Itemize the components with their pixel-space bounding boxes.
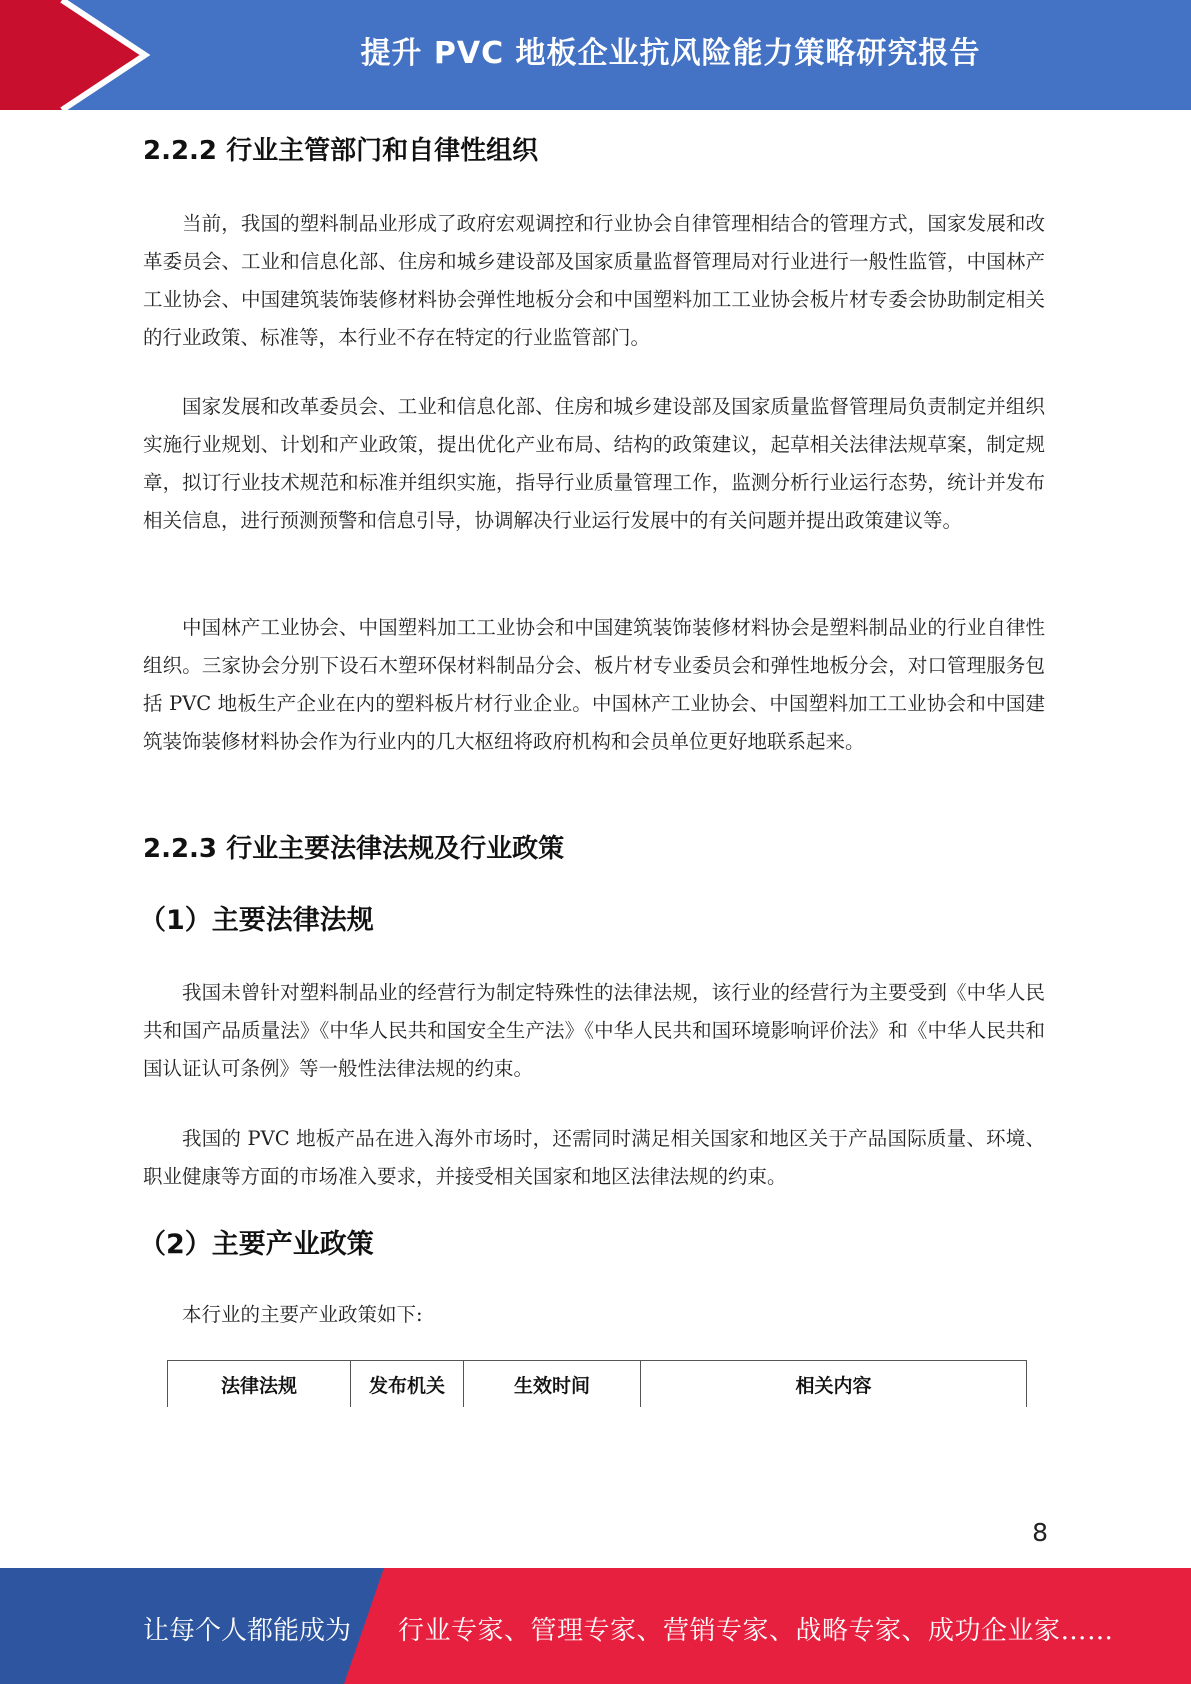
report-title: 提升 PVC 地板企业抗风险能力策略研究报告 [360, 36, 981, 71]
column-header-law: 法律法规 [168, 1361, 351, 1408]
paragraph-policy-intro: 本行业的主要产业政策如下: [182, 1303, 423, 1326]
policy-table-wrapper [167, 1360, 1027, 1407]
paragraph-associations: 中国林产工业协会、中国塑料加工工业协会和中国建筑装饰装修材料协会是塑料制品业的行业自律性组织。三家协会分别下设石木塑环保材料制品分会、板片材专业委员会和弹性地板分会，对口管理服务包括 PVC 地板生产企业在内的塑料板片材行业企业。中国林产工业协会、中国塑料加工工业协会和中国建筑装饰装修材料协会作为行业内的几大枢纽将政府机构和会员单位更好地联系起来。 [143, 616, 1045, 753]
footer-slogan-right: 行业专家、管理专家、营销专家、战略专家、成功企业家…… [398, 1616, 1114, 1646]
paragraph-regulators: 当前，我国的塑料制品业形成了政府宏观调控和行业协会自律管理相结合的管理方式，国家发展和改革委员会、工业和信息化部、住房和城乡建设部及国家质量监督管理局对行业进行一般性监管，中国林产工业协会、中国建筑装饰装修材料协会弹性地板分会和中国塑料加工工业协会板片材专委会协助制定相关的行业政策、标准等，本行业不存在特定的行业监管部门。 [143, 212, 1045, 349]
column-header-content: 相关内容 [641, 1361, 1027, 1408]
column-header-effective-date: 生效时间 [464, 1361, 641, 1408]
paragraph-overseas-requirements: 我国的 PVC 地板产品在进入海外市场时，还需同时满足相关国家和地区关于产品国际质量、环境、职业健康等方面的市场准入要求，并接受相关国家和地区法律法规的约束。 [143, 1127, 1045, 1188]
subheading-laws: （1）主要法律法规 [139, 905, 374, 936]
header-arrow-decoration [0, 0, 160, 110]
column-header-issuer: 发布机关 [351, 1361, 464, 1408]
table-header-row [168, 1361, 1027, 1408]
paragraph-laws: 我国未曾针对塑料制品业的经营行为制定特殊性的法律法规，该行业的经营行为主要受到《中华人民共和国产品质量法》《中华人民共和国安全生产法》《中华人民共和国环境影响评价法》和《中华人民共和国认证认可条例》等一般性法律法规的约束。 [143, 981, 1045, 1080]
page-number: 8 [1032, 1518, 1048, 1547]
header-band [0, 0, 1191, 110]
footer-slogan-left: 让每个人都能成为 [143, 1616, 352, 1646]
section-heading-2-2-3: 2.2.3 行业主要法律法规及行业政策 [143, 834, 565, 864]
policy-table [167, 1360, 1027, 1407]
subheading-industrial-policy: （2）主要产业政策 [139, 1229, 374, 1260]
paragraph-regulator-duties: 国家发展和改革委员会、工业和信息化部、住房和城乡建设部及国家质量监督管理局负责制定并组织实施行业规划、计划和产业政策，提出优化产业布局、结构的政策建议，起草相关法律法规草案，制定规章，拟订行业技术规范和标准并组织实施，指导行业质量管理工作，监测分析行业运行态势，统计并发布相关信息，进行预测预警和信息引导，协调解决行业运行发展中的有关问题并提出政策建议等。 [143, 395, 1045, 532]
section-heading-2-2-2: 2.2.2 行业主管部门和自律性组织 [143, 136, 539, 166]
